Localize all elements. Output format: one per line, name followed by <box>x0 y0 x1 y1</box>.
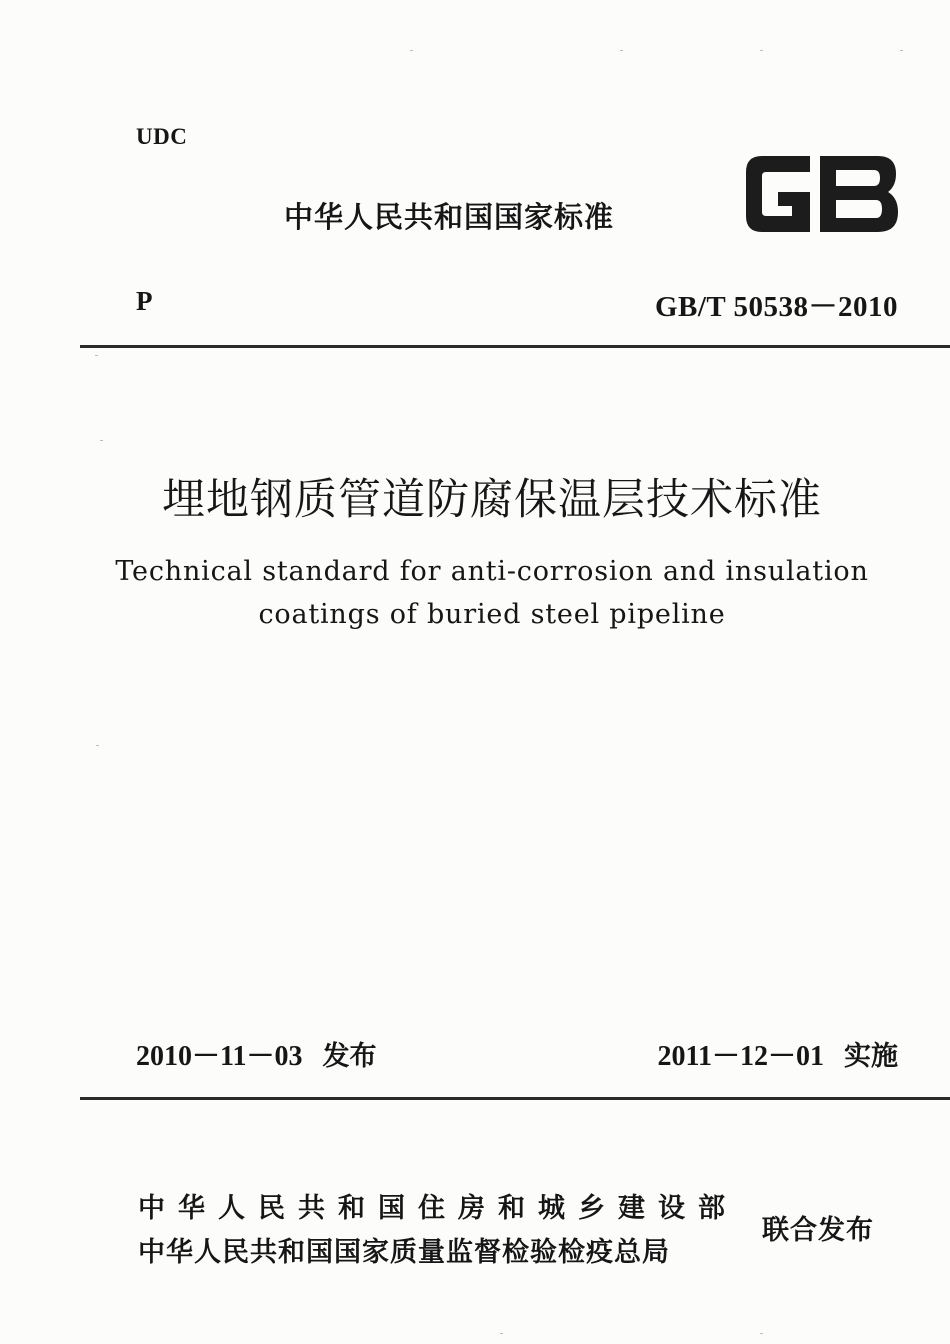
scan-speck <box>760 50 763 51</box>
scan-speck <box>500 1333 503 1334</box>
release-date-block <box>136 1034 376 1074</box>
scan-speck <box>760 1333 763 1334</box>
issuer-ministry-housing: 中华人民共和国住房和城乡建设部 <box>138 1193 738 1224</box>
national-standard-heading: 中华人民共和国国家标准 <box>284 200 615 234</box>
document-title-english <box>0 550 950 636</box>
implementation-label: 实施 <box>844 1041 898 1072</box>
issuer-quality-supervision: 中华人民共和国国家质量监督检验检疫总局 <box>138 1237 670 1268</box>
scan-speck <box>95 355 98 356</box>
document-title-chinese: 埋地钢质管道防腐保温层技术标准 <box>162 475 822 525</box>
scan-speck <box>620 50 623 51</box>
release-label: 发布 <box>322 1041 377 1072</box>
english-title-line-1: Technical standard for anti-corrosion and insulation <box>115 556 869 587</box>
english-title-line-2: coatings of buried steel pipeline <box>258 599 726 630</box>
standard-number: GB/T 50538－2010 <box>654 291 898 323</box>
release-date: 2010－11－03 <box>136 1041 303 1072</box>
implementation-date: 2011－12－01 <box>657 1041 824 1072</box>
implementation-date-block <box>658 1034 898 1074</box>
classification-code: P <box>136 286 153 316</box>
scan-speck <box>100 440 103 441</box>
scan-speck <box>96 745 99 746</box>
header-divider <box>80 345 950 348</box>
joint-release-label: 联合发布 <box>762 1215 874 1246</box>
scan-speck <box>410 50 413 51</box>
gb-logo <box>740 148 902 240</box>
scan-speck <box>900 50 903 51</box>
udc-label: UDC <box>136 124 188 149</box>
footer-divider <box>80 1097 950 1100</box>
